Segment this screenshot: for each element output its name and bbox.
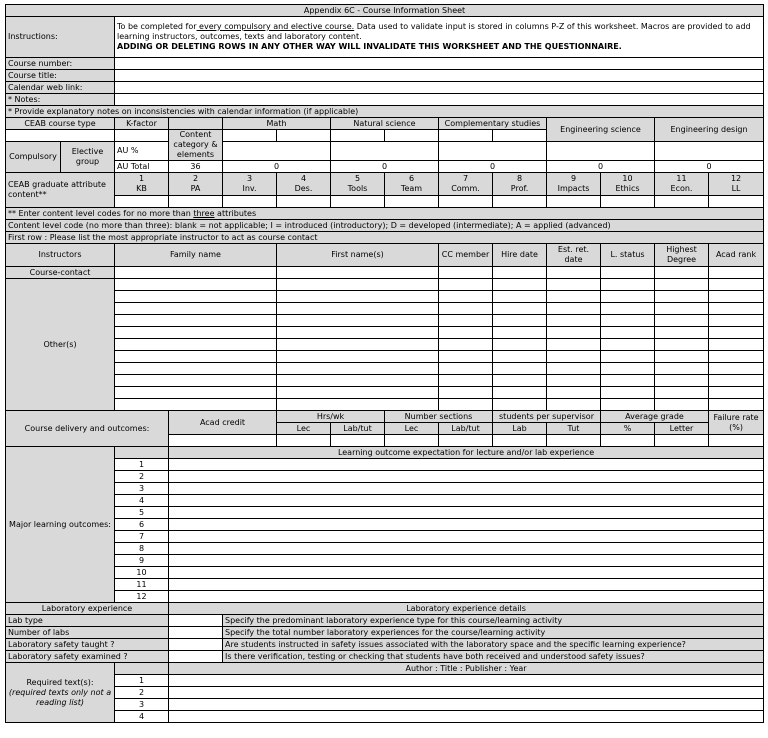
students-lab-input[interactable] — [493, 435, 547, 447]
l-status-header: L. status — [601, 244, 655, 267]
instructor-cell[interactable] — [439, 351, 493, 363]
instructor-cell[interactable] — [547, 291, 601, 303]
instructor-row — [6, 375, 764, 387]
instructor-cell[interactable] — [655, 291, 709, 303]
instructor-row — [6, 279, 764, 291]
text-input[interactable] — [169, 711, 764, 723]
outcome-row — [6, 579, 764, 591]
instructor-cell[interactable] — [709, 303, 764, 315]
students-tut-input[interactable] — [547, 435, 601, 447]
kfactor-input[interactable] — [115, 130, 169, 142]
instructor-row — [6, 351, 764, 363]
instructor-cell[interactable] — [655, 327, 709, 339]
text-row — [6, 711, 764, 723]
instructor-cell[interactable] — [601, 327, 655, 339]
text-row — [6, 675, 764, 687]
est-ret-date-input[interactable] — [547, 267, 601, 279]
sections-labtut-input[interactable] — [439, 435, 493, 447]
first-name-input[interactable] — [277, 327, 439, 339]
instructor-cell[interactable] — [655, 363, 709, 375]
course-information-sheet — [5, 4, 763, 723]
lab-type-input[interactable] — [169, 615, 223, 627]
instructor-cell[interactable] — [709, 315, 764, 327]
content-code-input[interactable] — [277, 196, 331, 208]
outcome-number: 11 — [115, 579, 169, 591]
math-au-total: 0 — [223, 161, 331, 173]
ceab-course-type-header: CEAB course type — [6, 118, 115, 130]
hrs-labtut-header: Lab/tut — [331, 423, 385, 435]
family-name-input[interactable] — [115, 351, 277, 363]
lab-type-desc: Specify the predominant laboratory experience type for this course/learning activity — [223, 615, 764, 627]
acad-credit-header: Acad credit — [169, 411, 277, 435]
engineering-design-header: Engineering design — [655, 118, 764, 142]
natural-science-header: Natural science — [331, 118, 439, 130]
calendar-link-input[interactable] — [115, 82, 764, 94]
outcome-row — [6, 495, 764, 507]
outcome-row — [6, 483, 764, 495]
first-name-input[interactable] — [277, 291, 439, 303]
cc-member-input[interactable] — [439, 267, 493, 279]
content-code-input[interactable] — [655, 196, 709, 208]
attribute-comm: 7 Comm. — [439, 173, 493, 196]
texts-header: Author : Title : Publisher : Year — [169, 663, 764, 675]
outcome-number: 5 — [115, 507, 169, 519]
instructor-cell[interactable] — [439, 375, 493, 387]
instructor-cell[interactable] — [655, 387, 709, 399]
others-label: Other(s) — [6, 279, 115, 411]
instructor-cell[interactable] — [655, 279, 709, 291]
hrs-lec-input[interactable] — [277, 435, 331, 447]
instructor-cell[interactable] — [547, 387, 601, 399]
grade-letter-header: Letter — [655, 423, 709, 435]
sheet-title: Appendix 6C - Course Information Sheet — [6, 5, 764, 17]
first-name-input[interactable] — [277, 351, 439, 363]
outcome-row — [6, 471, 764, 483]
instructor-cell[interactable] — [655, 315, 709, 327]
outcome-row — [6, 519, 764, 531]
outcome-input[interactable] — [169, 459, 764, 471]
failure-rate-input[interactable] — [709, 435, 764, 447]
family-name-input[interactable] — [115, 387, 277, 399]
instructor-cell[interactable] — [709, 291, 764, 303]
instructor-row — [6, 327, 764, 339]
instructor-cell[interactable] — [439, 291, 493, 303]
students-tut-header: Tut — [547, 423, 601, 435]
instructor-cell[interactable] — [493, 351, 547, 363]
instructor-cell[interactable] — [655, 303, 709, 315]
outcome-input[interactable] — [169, 519, 764, 531]
instructor-cell[interactable] — [493, 291, 547, 303]
course-type-input[interactable] — [6, 130, 115, 142]
text-number: 4 — [115, 711, 169, 723]
instructor-cell[interactable] — [439, 387, 493, 399]
instructor-cell[interactable] — [601, 303, 655, 315]
kfactor-header: K-factor — [115, 118, 169, 130]
highest-degree-header: Highest Degree — [655, 244, 709, 267]
instructor-cell[interactable] — [601, 351, 655, 363]
instructor-cell[interactable] — [439, 363, 493, 375]
required-texts-sub: (required texts only not a reading list) — [8, 687, 112, 707]
instructor-cell[interactable] — [709, 363, 764, 375]
est-ret-date-header: Est. ret. date — [547, 244, 601, 267]
sections-labtut-header: Lab/tut — [439, 423, 493, 435]
comp-input-b[interactable] — [493, 130, 547, 142]
instructor-cell[interactable] — [601, 339, 655, 351]
instructor-cell[interactable] — [547, 399, 601, 411]
outcome-input[interactable] — [169, 507, 764, 519]
content-category-label: Content category & elements — [169, 130, 223, 161]
instructor-cell[interactable] — [493, 315, 547, 327]
text-row — [6, 699, 764, 711]
course-title-label: Course title: — [6, 70, 115, 82]
instructor-cell[interactable] — [439, 399, 493, 411]
content-code-input[interactable] — [385, 196, 439, 208]
hire-date-header: Hire date — [493, 244, 547, 267]
content-level-code-note: Content level code (no more than three): blank = not applicable; I = introduced (introductory); D = developed (intermediate); A = applied (advanced) — [6, 220, 764, 232]
instructor-cell[interactable] — [547, 375, 601, 387]
attribute-kb: 1 KB — [115, 173, 169, 196]
lab-row — [6, 615, 764, 627]
outcome-number: 8 — [115, 543, 169, 555]
first-name-input[interactable] — [277, 315, 439, 327]
outcome-input[interactable] — [169, 543, 764, 555]
instructor-cell[interactable] — [547, 363, 601, 375]
family-name-input[interactable] — [115, 327, 277, 339]
calendar-link-label: Calendar web link: — [6, 82, 115, 94]
instructor-row — [6, 387, 764, 399]
instructor-cell[interactable] — [655, 339, 709, 351]
instructor-cell[interactable] — [493, 375, 547, 387]
attribute-pa: 2 PA — [169, 173, 223, 196]
lab-safety-taught-desc: Are students instructed in safety issues associated with the laboratory space and the specific learning experience? — [223, 639, 764, 651]
attribute-tools: 5 Tools — [331, 173, 385, 196]
attribute-prof: 8 Prof. — [493, 173, 547, 196]
family-name-input[interactable] — [115, 363, 277, 375]
comp-au-pct[interactable] — [439, 142, 547, 161]
lab-safety-examined-desc: Is there verification, testing or checking that students have both received and understood safety issues? — [223, 651, 764, 663]
course-number-label: Course number: — [6, 58, 115, 70]
content-code-input[interactable] — [709, 196, 764, 208]
enter-codes-note: ** Enter content level codes for no more than three attributes — [6, 208, 764, 220]
family-name-header: Family name — [115, 244, 277, 267]
first-name-input[interactable] — [277, 279, 439, 291]
instructor-cell[interactable] — [709, 279, 764, 291]
content-code-input[interactable] — [547, 196, 601, 208]
lab-safety-taught-input[interactable] — [169, 639, 223, 651]
outcome-number: 3 — [115, 483, 169, 495]
content-code-input[interactable] — [223, 196, 277, 208]
sheet-table — [5, 4, 764, 723]
family-name-input[interactable] — [115, 303, 277, 315]
outcome-row — [6, 531, 764, 543]
instructor-row — [6, 267, 764, 279]
instructor-row — [6, 315, 764, 327]
major-learning-outcomes-label: Major learning outcomes: — [6, 447, 115, 603]
course-number-input[interactable] — [115, 58, 764, 70]
laboratory-experience-header: Laboratory experience — [6, 603, 169, 615]
acad-credit-input[interactable] — [169, 435, 277, 447]
family-name-input[interactable] — [115, 375, 277, 387]
content-code-input[interactable] — [601, 196, 655, 208]
au-total-label: AU Total — [115, 161, 169, 173]
text-number: 3 — [115, 699, 169, 711]
instructor-cell[interactable] — [493, 387, 547, 399]
number-of-labs-desc: Specify the total number laboratory experiences for the course/learning activity — [223, 627, 764, 639]
course-contact-label: Course-contact — [6, 267, 115, 279]
engdes-au-pct[interactable] — [655, 142, 764, 161]
natsci-input-b[interactable] — [385, 130, 439, 142]
texts-header-spacer — [115, 663, 169, 675]
math-header: Math — [223, 118, 331, 130]
attribute-inv: 3 Inv. — [223, 173, 277, 196]
laboratory-details-header: Laboratory experience details — [169, 603, 764, 615]
instructor-cell[interactable] — [709, 387, 764, 399]
lab-safety-taught-label: Laboratory safety taught ? — [6, 639, 169, 651]
attribute-econ: 11 Econ. — [655, 173, 709, 196]
number-sections-header: Number sections — [385, 411, 493, 423]
instructor-row — [6, 399, 764, 411]
instructor-cell[interactable] — [601, 387, 655, 399]
notes-label: * Notes: — [6, 94, 115, 106]
sections-lec-header: Lec — [385, 423, 439, 435]
content-code-input[interactable] — [493, 196, 547, 208]
family-name-input[interactable] — [115, 267, 277, 279]
instructor-cell[interactable] — [439, 279, 493, 291]
content-code-input[interactable] — [331, 196, 385, 208]
instructor-cell[interactable] — [493, 399, 547, 411]
au-pct-label: AU % — [115, 142, 169, 161]
attribute-ethics: 10 Ethics — [601, 173, 655, 196]
outcome-input[interactable] — [169, 579, 764, 591]
lab-row — [6, 627, 764, 639]
instructor-cell[interactable] — [601, 291, 655, 303]
instructor-row — [6, 291, 764, 303]
family-name-input[interactable] — [115, 315, 277, 327]
content-code-input[interactable] — [439, 196, 493, 208]
first-name-input[interactable] — [277, 303, 439, 315]
text-row — [6, 687, 764, 699]
content-code-input[interactable] — [115, 196, 169, 208]
lab-safety-examined-label: Laboratory safety examined ? — [6, 651, 169, 663]
instructor-cell[interactable] — [493, 303, 547, 315]
engsci-au-total: 0 — [547, 161, 655, 173]
outcome-input[interactable] — [169, 495, 764, 507]
l-status-input[interactable] — [601, 267, 655, 279]
natsci-au-pct[interactable] — [331, 142, 439, 161]
outcome-input[interactable] — [169, 555, 764, 567]
graduate-attribute-label: CEAB graduate attribute content** — [6, 173, 115, 208]
course-title-input[interactable] — [115, 70, 764, 82]
grade-letter-input[interactable] — [655, 435, 709, 447]
instructor-cell[interactable] — [493, 363, 547, 375]
hrs-lec-header: Lec — [277, 423, 331, 435]
hire-date-input[interactable] — [493, 267, 547, 279]
outcome-input[interactable] — [169, 567, 764, 579]
outcome-row — [6, 507, 764, 519]
instructor-cell[interactable] — [547, 351, 601, 363]
first-names-header: First name(s) — [277, 244, 439, 267]
instructor-cell[interactable] — [709, 375, 764, 387]
attribute-ll: 12 LL — [709, 173, 764, 196]
failure-rate-header: Failure rate (%) — [709, 411, 764, 435]
outcome-row — [6, 567, 764, 579]
comp-au-total: 0 — [439, 161, 547, 173]
grade-pct-header: % — [601, 423, 655, 435]
instructor-cell[interactable] — [439, 315, 493, 327]
family-name-input[interactable] — [115, 291, 277, 303]
outcome-row — [6, 591, 764, 603]
explanatory-note: * Provide explanatory notes on inconsistencies with calendar information (if applicable) — [6, 106, 764, 118]
instructor-cell[interactable] — [601, 363, 655, 375]
outcome-input[interactable] — [169, 483, 764, 495]
outcome-number: 9 — [115, 555, 169, 567]
family-name-input[interactable] — [115, 339, 277, 351]
hrs-wk-header: Hrs/wk — [277, 411, 385, 423]
sections-lec-input[interactable] — [385, 435, 439, 447]
text-number: 1 — [115, 675, 169, 687]
family-name-input[interactable] — [115, 279, 277, 291]
instructions-warning: ADDING OR DELETING ROWS IN ANY OTHER WAY WILL INVALIDATE THIS WORKSHEET AND THE QUESTIONNAIRE. — [117, 42, 622, 51]
text-input[interactable] — [169, 699, 764, 711]
outcome-number: 7 — [115, 531, 169, 543]
instructor-cell[interactable] — [709, 327, 764, 339]
engineering-science-header: Engineering science — [547, 118, 655, 142]
instructor-row — [6, 303, 764, 315]
text-input[interactable] — [169, 687, 764, 699]
instructions-label: Instructions: — [6, 17, 115, 58]
math-au-pct[interactable] — [223, 142, 331, 161]
highest-degree-input[interactable] — [655, 267, 709, 279]
lab-row — [6, 639, 764, 651]
outcome-input[interactable] — [169, 471, 764, 483]
outcome-input[interactable] — [169, 531, 764, 543]
instructor-cell[interactable] — [493, 327, 547, 339]
instructor-cell[interactable] — [709, 399, 764, 411]
first-name-input[interactable] — [277, 387, 439, 399]
instructor-cell[interactable] — [547, 327, 601, 339]
engdes-au-total: 0 — [655, 161, 764, 173]
grade-pct-input[interactable] — [601, 435, 655, 447]
lab-type-label: Lab type — [6, 615, 169, 627]
instructor-cell[interactable] — [547, 339, 601, 351]
outcome-number: 10 — [115, 567, 169, 579]
attribute-team: 6 Team — [385, 173, 439, 196]
notes-input[interactable] — [115, 94, 764, 106]
instructor-cell[interactable] — [655, 351, 709, 363]
average-grade-header: Average grade — [601, 411, 709, 423]
instructor-row — [6, 363, 764, 375]
number-of-labs-input[interactable] — [169, 627, 223, 639]
outcome-number: 12 — [115, 591, 169, 603]
instructor-cell[interactable] — [547, 303, 601, 315]
instructor-cell[interactable] — [439, 339, 493, 351]
complementary-studies-header: Complementary studies — [439, 118, 547, 130]
natsci-au-total: 0 — [331, 161, 439, 173]
family-name-input[interactable] — [115, 399, 277, 411]
au-total-value: 36 — [169, 161, 223, 173]
acad-rank-input[interactable] — [709, 267, 764, 279]
instructor-cell[interactable] — [601, 279, 655, 291]
math-input-a[interactable] — [223, 130, 277, 142]
engsci-au-pct[interactable] — [547, 142, 655, 161]
lab-safety-examined-input[interactable] — [169, 651, 223, 663]
students-lab-header: Lab — [493, 423, 547, 435]
outcome-row — [6, 555, 764, 567]
outcome-number: 1 — [115, 459, 169, 471]
learning-outcome-header: Learning outcome expectation for lecture and/or lab experience — [169, 447, 764, 459]
outcome-number: 2 — [115, 471, 169, 483]
outcome-input[interactable] — [169, 591, 764, 603]
instructor-cell[interactable] — [439, 303, 493, 315]
content-category-header — [169, 118, 223, 130]
first-name-input[interactable] — [277, 267, 439, 279]
outcome-row — [6, 459, 764, 471]
instructor-cell[interactable] — [493, 339, 547, 351]
instructor-cell[interactable] — [709, 339, 764, 351]
math-input-b[interactable] — [277, 130, 331, 142]
comp-input-a[interactable] — [439, 130, 493, 142]
lab-row — [6, 651, 764, 663]
instructor-cell[interactable] — [439, 327, 493, 339]
outcome-number: 6 — [115, 519, 169, 531]
instructors-header: Instructors — [6, 244, 115, 267]
natsci-input-a[interactable] — [331, 130, 385, 142]
instructor-row — [6, 339, 764, 351]
instructor-cell[interactable] — [601, 315, 655, 327]
elective-group-label: Elective group — [61, 142, 115, 173]
content-code-input[interactable] — [169, 196, 223, 208]
outcome-header-spacer — [115, 447, 169, 459]
course-delivery-label: Course delivery and outcomes: — [6, 411, 169, 447]
first-row-note: First row : Please list the most appropriate instructor to act as course contact — [6, 232, 764, 244]
instructor-cell[interactable] — [655, 399, 709, 411]
text-number: 2 — [115, 687, 169, 699]
instructor-cell[interactable] — [709, 351, 764, 363]
cc-member-header: CC member — [439, 244, 493, 267]
instructor-cell[interactable] — [601, 399, 655, 411]
instructor-cell[interactable] — [493, 279, 547, 291]
text-input[interactable] — [169, 675, 764, 687]
number-of-labs-label: Number of labs — [6, 627, 169, 639]
required-texts-label: Required text(s): (required texts only not a reading list) — [6, 663, 115, 723]
instructor-cell[interactable] — [655, 375, 709, 387]
outcome-row — [6, 543, 764, 555]
first-name-input[interactable] — [277, 399, 439, 411]
first-name-input[interactable] — [277, 375, 439, 387]
first-name-input[interactable] — [277, 339, 439, 351]
instructor-cell[interactable] — [547, 315, 601, 327]
instructor-cell[interactable] — [547, 279, 601, 291]
instructor-cell[interactable] — [601, 375, 655, 387]
students-per-supervisor-header: students per supervisor — [493, 411, 601, 423]
outcome-number: 4 — [115, 495, 169, 507]
attribute-des: 4 Des. — [277, 173, 331, 196]
first-name-input[interactable] — [277, 363, 439, 375]
instructions-text: To be completed for every compulsory and elective course. Data used to validate input is stored in columns P-Z of this worksheet. Macros are provided to add learning instructors, outcomes, texts and laboratory content. ADDING OR DELETING ROWS IN ANY OTHER WAY WILL INVALIDATE THIS WORKSHEET AND THE QUESTIONNAIRE. — [115, 17, 764, 58]
acad-rank-header: Acad rank — [709, 244, 764, 267]
attribute-impacts: 9 Impacts — [547, 173, 601, 196]
compulsory-label: Compulsory — [6, 142, 61, 173]
hrs-labtut-input[interactable] — [331, 435, 385, 447]
